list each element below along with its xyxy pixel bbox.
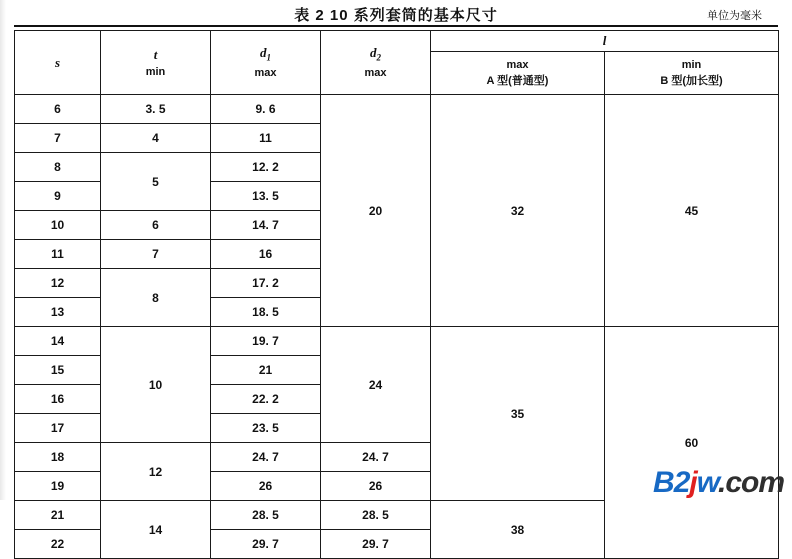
cell-d2-group: 20 — [321, 95, 431, 327]
cell-s: 19 — [15, 472, 101, 501]
cell-t-group: 5 — [101, 153, 211, 211]
cell-t: 7 — [101, 240, 211, 269]
cell-d1: 16 — [211, 240, 321, 269]
cell-d1: 13. 5 — [211, 182, 321, 211]
header-l: l — [431, 31, 779, 52]
cell-d1: 11 — [211, 124, 321, 153]
cell-d1: 21 — [211, 356, 321, 385]
cell-d1: 19. 7 — [211, 327, 321, 356]
cell-s: 12 — [15, 269, 101, 298]
table-header-row-1 — [15, 31, 779, 52]
cell-d1: 14. 7 — [211, 211, 321, 240]
cell-s: 18 — [15, 443, 101, 472]
cell-s: 22 — [15, 530, 101, 559]
header-l-max: max A 型(普通型) — [431, 52, 605, 95]
title-row — [0, 0, 792, 26]
cell-d2: 24. 7 — [321, 443, 431, 472]
header-d2-symbol: $d_2$ — [370, 45, 381, 63]
cell-l-max-group: 35 — [431, 327, 605, 501]
cell-s: 7 — [15, 124, 101, 153]
header-s: s — [15, 31, 101, 95]
cell-d2-group: 24 — [321, 327, 431, 443]
cell-t: 4 — [101, 124, 211, 153]
header-t: t min — [101, 31, 211, 95]
unit-note: 单位为毫米 — [707, 10, 762, 22]
cell-s: 17 — [15, 414, 101, 443]
cell-l-min-group: 60 — [605, 327, 779, 559]
cell-d1: 18. 5 — [211, 298, 321, 327]
watermark-j: j — [689, 466, 697, 499]
cell-s: 16 — [15, 385, 101, 414]
header-l-min: min B 型(加长型) — [605, 52, 779, 95]
cell-s: 10 — [15, 211, 101, 240]
cell-l-min-group: 45 — [605, 95, 779, 327]
cell-d1: 22. 2 — [211, 385, 321, 414]
watermark-com: com — [725, 466, 784, 499]
watermark-dot: . — [717, 466, 726, 499]
table-row — [15, 95, 779, 124]
cell-t: 6 — [101, 211, 211, 240]
cell-s: 21 — [15, 501, 101, 530]
table-title: 表 2 10 系列套筒的基本尺寸 — [294, 7, 498, 24]
watermark-w: w — [696, 466, 718, 499]
cell-s: 9 — [15, 182, 101, 211]
cell-t-group: 14 — [101, 501, 211, 559]
site-watermark — [653, 468, 784, 498]
cell-d1: 23. 5 — [211, 414, 321, 443]
cell-d1: 12. 2 — [211, 153, 321, 182]
cell-s: 11 — [15, 240, 101, 269]
cell-s: 6 — [15, 95, 101, 124]
cell-d1: 17. 2 — [211, 269, 321, 298]
cell-d1: 9. 6 — [211, 95, 321, 124]
cell-d1: 24. 7 — [211, 443, 321, 472]
cell-s: 8 — [15, 153, 101, 182]
header-d1: $d_1$ max — [211, 31, 321, 95]
cell-s: 13 — [15, 298, 101, 327]
scan-edge-shadow — [0, 0, 6, 500]
cell-l-max-group: 38 — [431, 501, 605, 559]
watermark-2: 2 — [673, 466, 690, 499]
cell-t-group: 8 — [101, 269, 211, 327]
cell-d2: 28. 5 — [321, 501, 431, 530]
cell-d2: 26 — [321, 472, 431, 501]
cell-s: 14 — [15, 327, 101, 356]
cell-d2: 29. 7 — [321, 530, 431, 559]
cell-d1: 29. 7 — [211, 530, 321, 559]
table-row — [15, 327, 779, 356]
header-d1-symbol: $d_1$ — [260, 45, 271, 63]
watermark-b: B — [653, 466, 674, 499]
cell-t-group: 12 — [101, 443, 211, 501]
cell-s: 15 — [15, 356, 101, 385]
cell-t-group: 10 — [101, 327, 211, 443]
cell-t: 3. 5 — [101, 95, 211, 124]
cell-d1: 28. 5 — [211, 501, 321, 530]
cell-d1: 26 — [211, 472, 321, 501]
title-divider-rule — [14, 25, 778, 27]
header-d2: $d_2$ max — [321, 31, 431, 95]
cell-l-max-group: 32 — [431, 95, 605, 327]
table-head — [15, 31, 779, 95]
